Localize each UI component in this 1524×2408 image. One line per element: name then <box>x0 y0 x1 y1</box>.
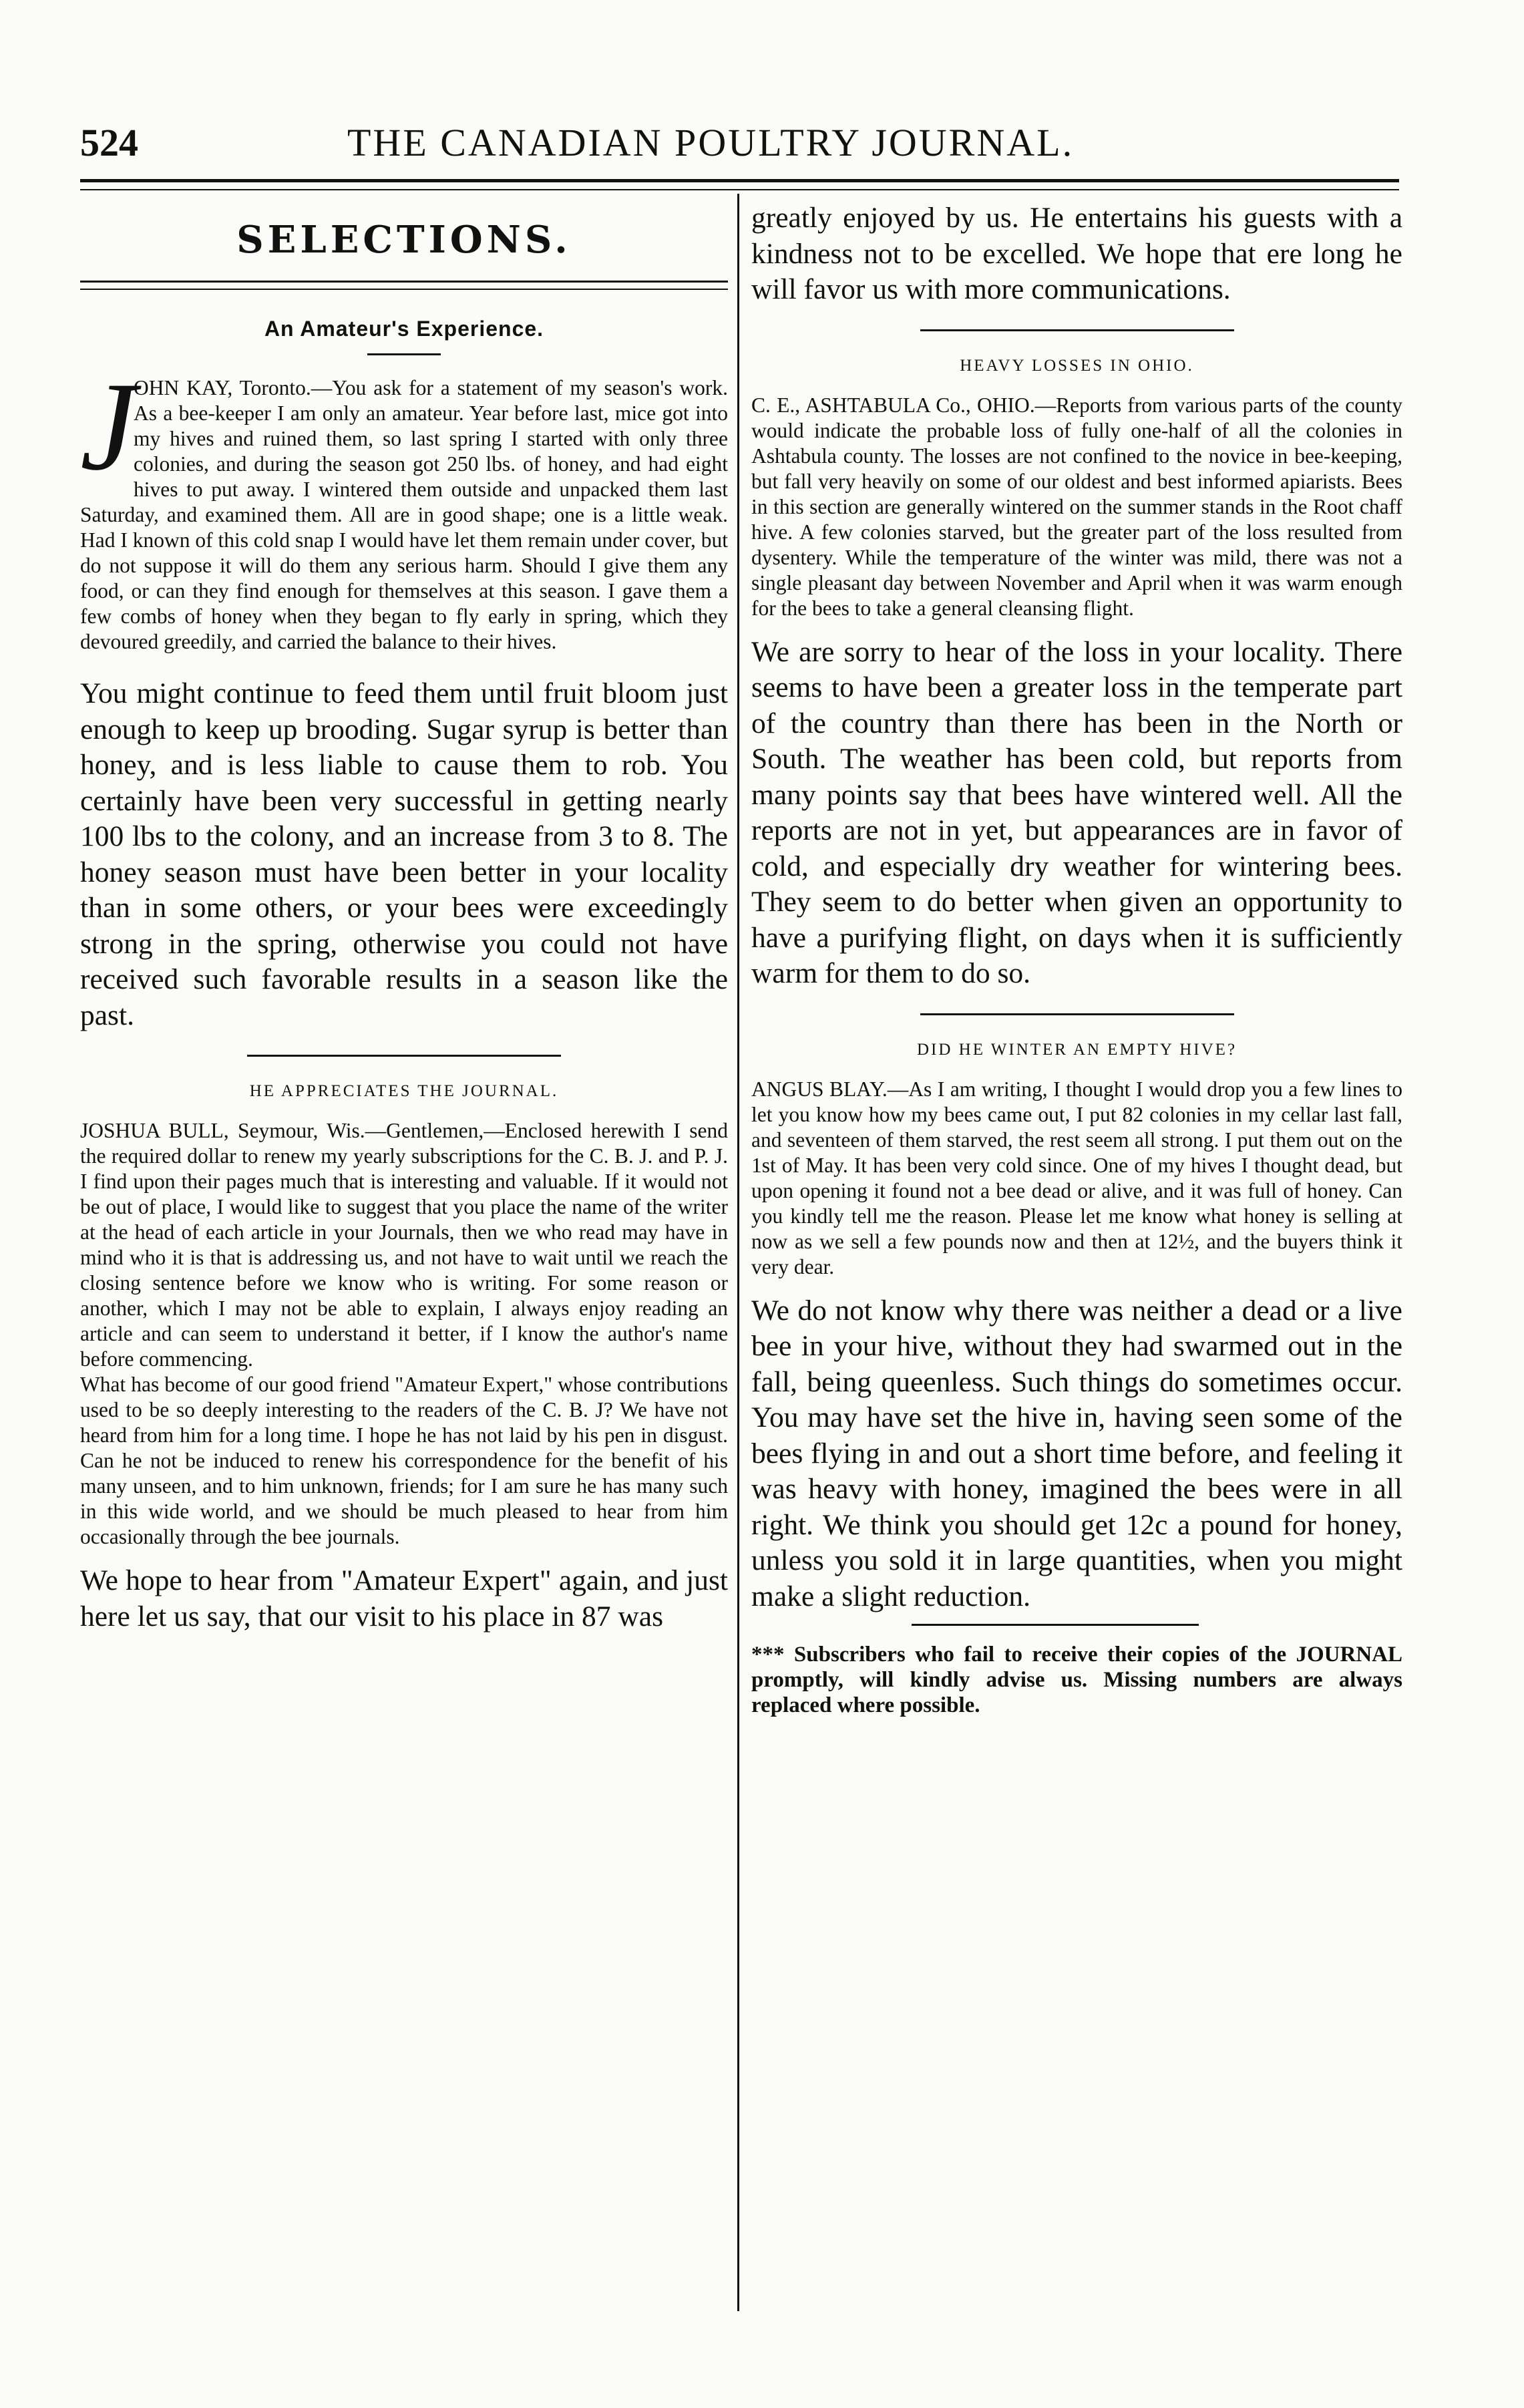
article-title: DID HE WINTER AN EMPTY HIVE? <box>916 1040 1237 1059</box>
section-title: SELECTIONS. <box>236 218 572 262</box>
left-column <box>80 200 728 1635</box>
reader-letter: OHN KAY, Toronto.—You ask for a statement of my season's work. As a bee-keeper I am only an amateur. Year before last, mice got into my hives and ruined them, so last spring I started with only three colonies, and during the season got 250 lbs. of honey, and had eight hives to put away. I wintered them outside and unpacked them last Saturday, and examined them. All are in good shape; one is a little weak. Had I known of this cold snap I would have let them remain under cover, but do not suppose it will do them any serious harm. Should I give them any food, or can they find enough for themselves at this season. I gave them a few combs of honey when they began to fly early in spring, which they devoured greedily, and carried the balance to their hives. <box>80 376 728 653</box>
reader-letter-continued: What has become of our good friend "Amateur Expert," whose contributions used to be so deeply interesting to the readers of the C. B. J? We have not heard from him for a long time. I hope he has not laid by his pen in disgust. Can he not be induced to renew his correspondence for the benefit of his many unseen, and to him unknown, friends; for I am sure he has many such in this wide world, and we should be much pleased to hear from him occasionally through the bee journals. <box>80 1373 728 1548</box>
drop-cap: J <box>80 357 137 497</box>
header-rule <box>80 179 1399 182</box>
page-number: 524 <box>80 121 138 164</box>
editor-reply: We hope to hear from "Amateur Expert" again, and just here let us say, that our visit to his place in 87 was <box>80 1564 728 1632</box>
right-column <box>751 200 1402 1718</box>
article-title: HEAVY LOSSES IN OHIO. <box>960 356 1194 375</box>
letter-block <box>80 357 728 655</box>
title-rule <box>367 353 441 355</box>
article-title: An Amateur's Experience. <box>264 317 544 341</box>
article-title: HE APPRECIATES THE JOURNAL. <box>249 1082 559 1100</box>
footnote-rule <box>912 1624 1199 1626</box>
reader-letter: C. E., ASHTABULA Co., OHIO.—Reports from various parts of the county would indicate the probable loss of fully one-half of all the colonies in Ashtabula county. The losses are not confined to the novice in bee-keeping, but fall very heavily on some of our oldest and best informed apiarists. Bees in this section are generally wintered on the summer stands in the Root chaff hive. A few colonies starved, but the greater part of the loss resulted from dysentery. While the temperature of the winter was mild, there was not a single pleasant day between November and April when it was warm enough for the bees to take a general cleansing flight. <box>751 393 1402 620</box>
article-divider <box>920 1013 1234 1015</box>
editor-reply: We do not know why there was neither a dead or a live bee in your hive, without they had swarmed out in the fall, being queenless. Such things do sometimes occur. You may have set the hive in, having seen some of the bees flying in and out a short time before, and feeling it was heavy with honey, imagined the bees were in all right. We think you should get 12c a pound for honey, unless you sold it in large quantities, when you might make a slight reduction. <box>751 1294 1402 1612</box>
subscriber-notice: *** Subscribers who fail to receive their copies of the JOURNAL promptly, will kindly advise us. Missing numbers are always replaced where possible. <box>751 1643 1402 1717</box>
running-title: THE CANADIAN POULTRY JOURNAL. <box>347 121 1075 164</box>
section-rule <box>80 281 728 290</box>
header-rule-thin <box>80 189 1399 190</box>
reader-letter: JOSHUA BULL, Seymour, Wis.—Gentlemen,—Enclosed herewith I send the required dollar to renew my yearly subscriptions for the C. B. J. and P. J. I find upon their pages much that is interesting and valuable. If it would not be out of place, I would like to suggest that you place the name of the writer at the head of each article in your Journals, then we who read may have in mind who it is that is addressing us, and not have to wait until we reach the closing sentence before we know who is writing. For some reason or another, which I may not be able to explain, I always enjoy reading an article and can seem to understand it better, if I know the author's name before commencing. <box>80 1119 728 1371</box>
editor-reply-continued: greatly enjoyed by us. He entertains his guests with a kindness not to be excelled. We hope that ere long he will favor us with more communications. <box>751 202 1402 305</box>
column-divider <box>737 194 739 2311</box>
editor-reply: You might continue to feed them until fruit bloom just enough to keep up brooding. Sugar syrup is better than honey, and is less liable to cause them to rob. You certainly have been very successful in getting nearly 100 lbs to the colony, and an increase from 3 to 8. The honey season must have been better in your locality than in some others, or your bees were exceedingly strong in the spring, otherwise you could not have received such favorable results in a season like the past. <box>80 677 728 1031</box>
article-divider <box>247 1055 561 1057</box>
page-header <box>80 120 1396 174</box>
editor-reply: We are sorry to hear of the loss in your locality. There seems to have been a greater loss in the temperate part of the country than there has been in the North or South. The weather has been cold, but reports from many points say that bees have wintered well. All the reports are not in yet, but appearances are in favor of cold, and especially dry weather for wintering bees. They seem to do better when given an opportunity to have a purifying flight, on days when it is sufficiently warm for them to do so. <box>751 635 1402 989</box>
reader-letter: ANGUS BLAY.—As I am writing, I thought I would drop you a few lines to let you know how my bees came out, I put 82 colonies in my cellar last fall, and seventeen of them starved, the rest seem all strong. I put them out on the 1st of May. It has been very cold since. One of my hives I thought dead, but upon opening it found not a bee dead or alive, and it was full of honey. Can you kindly tell me the reason. Please let me know what honey is selling at now as we sell a few pounds now and then at 12½, and the buyers think it very dear. <box>751 1077 1402 1278</box>
article-divider <box>920 329 1234 331</box>
